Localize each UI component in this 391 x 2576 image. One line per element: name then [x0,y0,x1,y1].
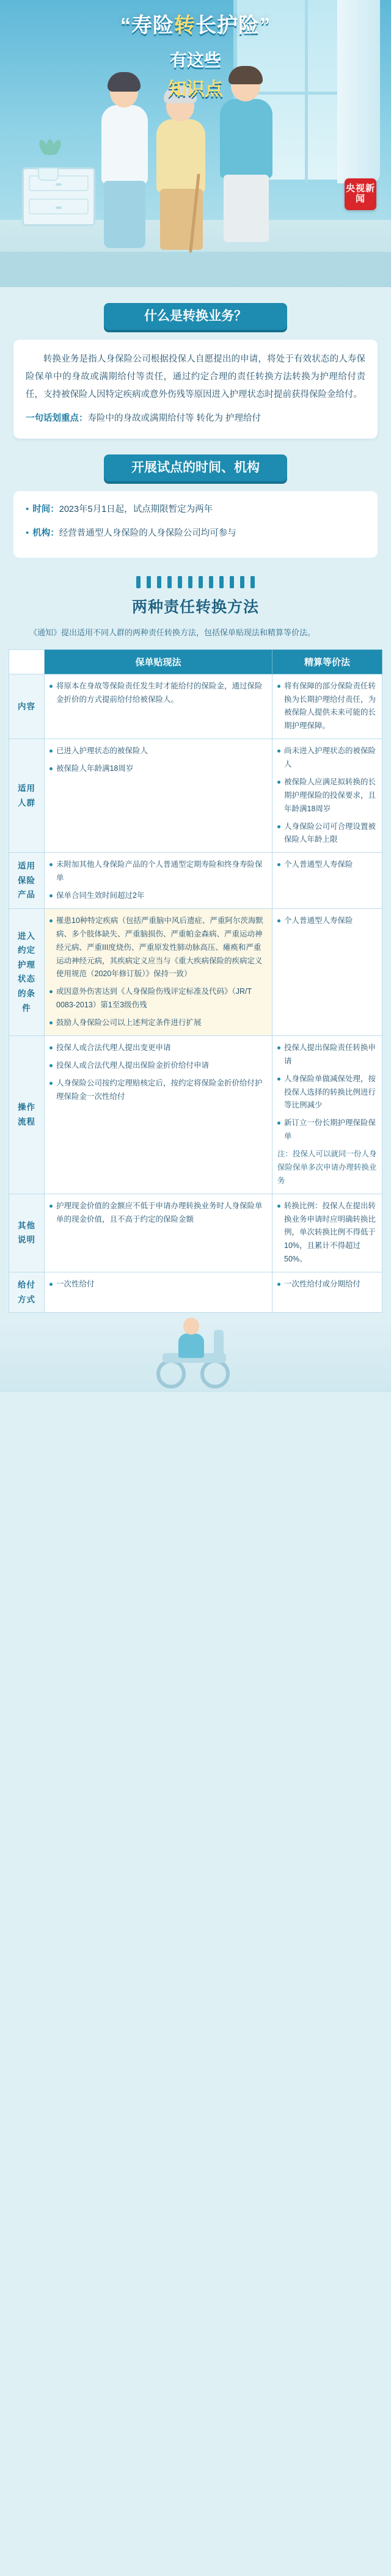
table-row [9,853,382,909]
cell-item: 罹患10种特定疾病（包括严重脑中风后遗症、严重阿尔茨海默病、多个肢体缺失、严重脑损伤、严重帕金森病、严重运动神经元病、严重III度烧伤、严重原发性肺动脉高压、瘫痪和严重运动神经元病，其疾病定义应当与《重大疾病保险的疾病定义使用规范（2020年修订版）》保持一致） [49,914,267,981]
cell-left [45,908,272,1035]
hero-title-line2: 有这些 [169,51,221,70]
comparison-table [9,649,382,1313]
bullet-icon: • [26,527,29,538]
cell-item: 已进入护理状态的被保险人 [49,745,267,758]
table-row [9,908,382,1035]
cell-item: 被保险人应满足拟转换的长期护理保险的投保要求，且年龄满18周岁 [277,776,377,816]
cell-item: 护理现金价值的金额应不低于申请办理转换业务时人身保险单单的现金价值，且不高于约定的保险金额 [49,1200,267,1227]
ribbon-ticks [0,576,391,591]
cell-right [272,1272,382,1313]
cctv-news-logo: 央视新闻 [345,178,376,210]
cell-item: 转换比例：投保人在提出转换业务申请时应明确转换比例，单次转换比例不得低于10%，且累计不得超过50%。 [277,1200,377,1266]
cell-left [45,674,272,739]
cell-left [45,739,272,853]
cell-right [272,1035,382,1194]
wheel-icon [156,1359,186,1388]
cell-item: 人身保险公司可合理设置被保险人年龄上限 [277,820,377,847]
table-col-actuarial: 精算等价法 [272,649,382,674]
keypoint-tag: 一句话划重点： [26,414,88,423]
pilot-org-text: 经营普通型人身保险的人身保险公司均可参与 [59,528,236,538]
table-col-discount: 保单贴现法 [45,649,272,674]
cell-item: 一次性给付 [49,1278,267,1291]
bullet-icon: • [26,504,29,514]
row-header: 适用保险产品 [9,853,45,909]
cell-left [45,1035,272,1194]
cell-left [45,1194,272,1272]
cell-right [272,908,382,1035]
definition-keypoint [26,410,365,428]
table-row [9,1272,382,1313]
definition-paragraph: 转换业务是指人身保险公司根据投保人自愿提出的申请，将处于有效状态的人寿保险保单中的身故或满期给付等责任，通过约定合理的责任转换方法转换为护理给付责任，支持被保险人因特定疾病或意外伤残等原因进入护理状态时提前获得保险金给付。 [26,354,365,400]
wheelchair-graphic [153,1334,238,1392]
seated-person-figure [174,1318,206,1356]
wheel-icon [200,1359,230,1388]
pilot-card [13,491,378,558]
list-item [26,501,365,519]
hero-illustration [0,0,391,287]
section-header-pilot: 开展试点的时间、机构 [104,454,287,481]
table-corner-cell [9,649,45,674]
cell-right [272,853,382,909]
cell-item: 人身保险公司按约定理赔核定后，按约定将保险金折价给付护理保险金一次性给付 [49,1077,267,1104]
section-title-methods: 两种责任转换方法 [131,599,259,616]
footer-illustration [0,1319,391,1392]
keypoint-text: 寿险中的身故或满期给付等 转化为 护理给付 [87,414,261,423]
row-header: 给付方式 [9,1272,45,1313]
cell-item: 将有保障的部分保险责任转换为长期护理给付责任，为被保险人提供未来可能的长期护理保障。 [277,680,377,734]
cell-item: 投保人或合法代理人提出保险金折价给付申请 [49,1059,267,1073]
cell-note: 注：投保人可以就同一份人身保险保单多次申请办理转换业务 [277,1150,377,1185]
hero-title-line3: 知识点 [168,79,223,100]
row-header: 操作流程 [9,1035,45,1194]
pilot-time-text: 2023年5月1日起，试点期限暂定为两年 [59,505,213,514]
rug-graphic [0,252,391,287]
cell-right [272,739,382,853]
row-header: 进入约定护理状态的条件 [9,908,45,1035]
methods-note: 《通知》提出适用不同人群的两种责任转换方法，包括保单贴现法和精算等价法。 [29,628,316,637]
table-row [9,739,382,853]
comparison-table-wrap [9,649,382,1313]
pilot-org-label: 机构： [32,528,59,538]
row-header: 内容 [9,674,45,739]
cell-item: 个人普通型人寿保险 [277,914,377,928]
cell-item: 新订立一份长期护理保险保单 [277,1117,377,1144]
row-header: 其他说明 [9,1194,45,1272]
cell-item: 或因意外伤害达到《人身保险伤残评定标准及代码》（JR/T 0083-2013）第1至3级伤残 [49,985,267,1012]
section-header-definition: 什么是转换业务？ [104,303,287,330]
cell-item: 投保人提出保险责任转换申请 [277,1042,377,1068]
definition-card [13,340,378,439]
pilot-time-label: 时间： [32,505,59,514]
cell-item: 人身保险单做减保处理，按投保人选择的转换比例进行等比例减少 [277,1073,377,1113]
cell-left [45,1272,272,1313]
cell-item: 保单合同生效时间超过2年 [49,889,267,903]
table-row [9,1035,382,1194]
cell-item: 个人普通型人寿保险 [277,858,377,872]
hero-title-block [0,9,391,101]
row-header: 适用人群 [9,739,45,853]
cell-item: 鼓励人身保险公司以上述判定条件进行扩展 [49,1016,267,1030]
cell-item: 被保险人年龄满18周岁 [49,762,267,776]
hero-title-line1: “寿险转长护险” [120,14,271,37]
cell-item: 未附加其他人身保险产品的个人普通型定期寿险和终身寿险保单 [49,858,267,885]
table-row [9,1194,382,1272]
cell-item: 投保人或合法代理人提出变更申请 [49,1042,267,1055]
cell-left [45,853,272,909]
cell-right [272,674,382,739]
table-header-row [9,649,382,674]
cabinet-graphic [22,167,95,226]
cell-item: 一次性给付或分期给付 [277,1278,377,1291]
list-item [26,525,365,542]
cell-item: 尚未进入护理状态的被保险人 [277,745,377,772]
cell-right [272,1194,382,1272]
table-row [9,674,382,739]
cell-item: 将原本在身故等保险责任发生时才能给付的保险金，通过保险金折价的方式提前给付给被保险人。 [49,680,267,707]
